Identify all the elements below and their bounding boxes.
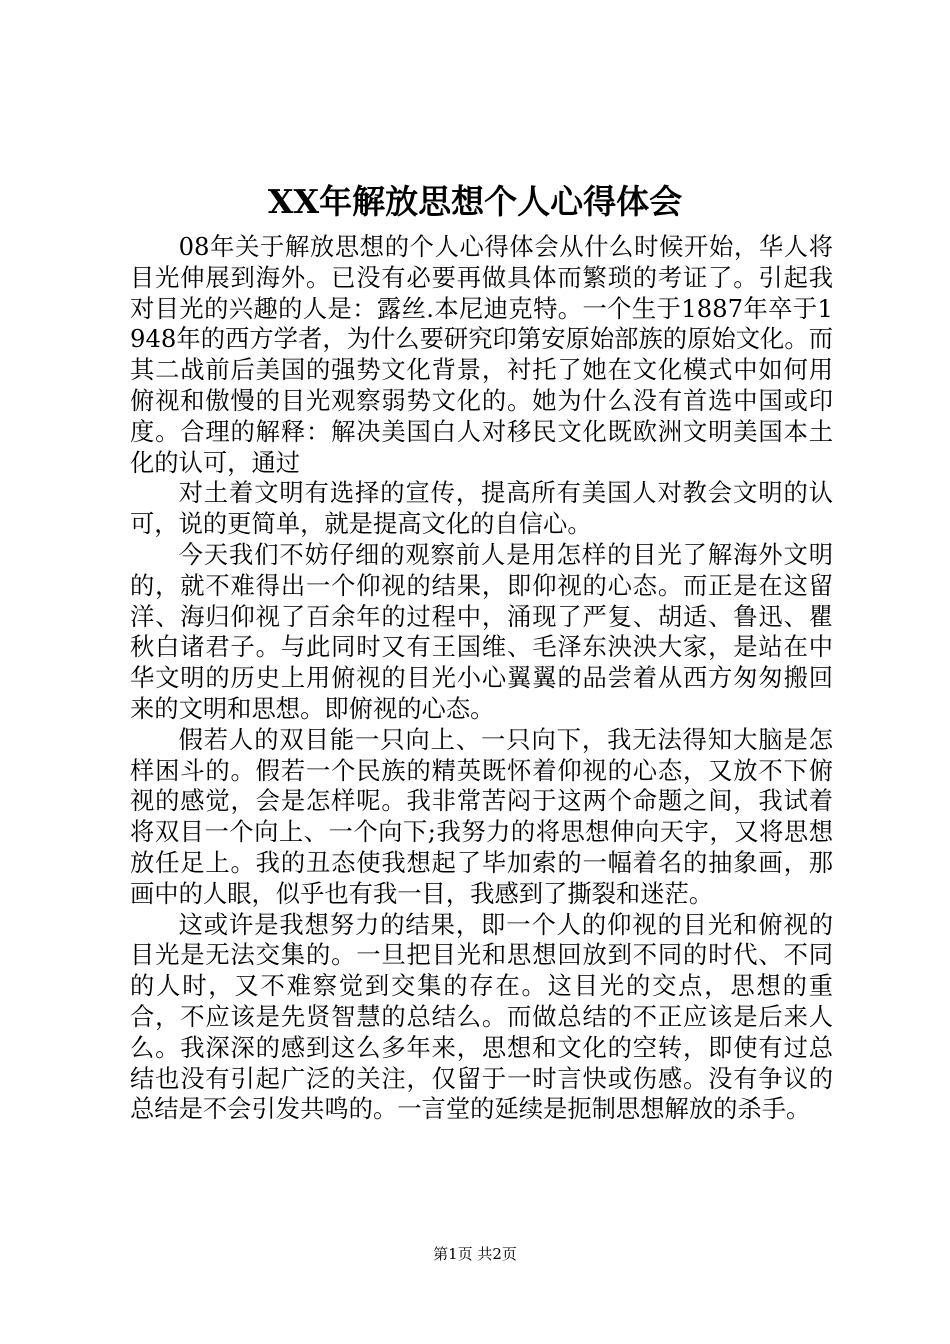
paragraph: 今天我们不妨仔细的观察前人是用怎样的目光了解海外文明的，就不难得出一个仰视的结果，即仰视的心态。而正是在这留洋、海归仰视了百余年的过程中，涌现了严复、胡适、鲁迅、瞿秋白诸君子。与此同时又有王国维、毛泽东泱泱大家，是站在中华文明的历史上用俯视的目光小心翼翼的品尝着从西方匆匆搬回来的文明和思想。即俯视的心态。 [130, 539, 833, 723]
document-title: XX年解放思想个人心得体会 [267, 182, 683, 221]
page-number-footer: 第1页 共2页 [433, 1245, 517, 1263]
paragraph: 08年关于解放思想的个人心得体会从什么时候开始，华人将目光伸展到海外。已没有必要再做具体而繁琐的考证了。引起我对目光的兴趣的人是：露丝.本尼迪克特。一个生于1887年卒于1948年的西方学者，为什么要研究印第安原始部族的原始文化。而其二战前后美国的强势文化背景，衬托了她在文化模式中如何用俯视和傲慢的目光观察弱势文化的。她为什么没有首选中国或印度。合理的解释：解决美国白人对移民文化既欧洲文明美国本土化的认可，通过 [130, 232, 833, 477]
document-body [130, 232, 833, 1125]
paragraph: 假若人的双目能一只向上、一只向下，我无法得知大脑是怎样困斗的。假若一个民族的精英既怀着仰视的心态，又放不下俯视的感觉，会是怎样呢。我非常苦闷于这两个命题之间，我试着将双目一个向上、一个向下;我努力的将思想伸向天宇，又将思想放任足上。我的丑态使我想起了毕加索的一幅着名的抽象画，那画中的人眼，似乎也有我一目，我感到了撕裂和迷茫。 [130, 724, 833, 908]
paragraph: 这或许是我想努力的结果，即一个人的仰视的目光和俯视的目光是无法交集的。一旦把目光和思想回放到不同的时代、不同的人时，又不难察觉到交集的存在。这目光的交点，思想的重合，不应该是先贤智慧的总结么。而做总结的不正应该是后来人么。我深深的感到这么多年来，思想和文化的空转，即使有过总结也没有引起广泛的关注，仅留于一时言快或伤感。没有争议的总结是不会引发共鸣的。一言堂的延续是扼制思想解放的杀手。 [130, 909, 833, 1124]
paragraph: 对土着文明有选择的宣传，提高所有美国人对教会文明的认可，说的更简单，就是提高文化的自信心。 [130, 478, 833, 539]
